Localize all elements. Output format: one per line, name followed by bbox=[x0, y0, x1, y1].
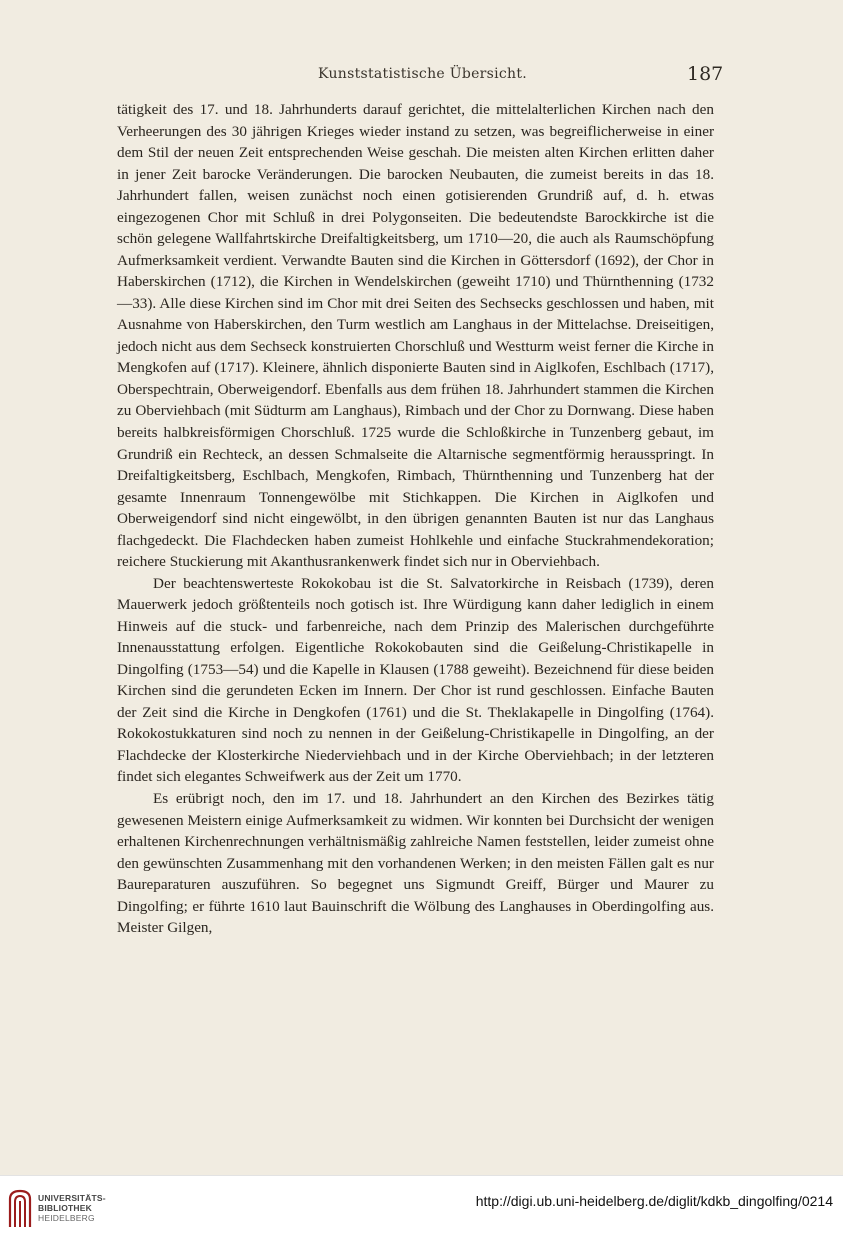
logo-text-line: BIBLIOTHEK bbox=[38, 1203, 92, 1213]
library-logo[interactable] bbox=[8, 1187, 128, 1235]
logo-text-line: HEIDELBERG bbox=[38, 1213, 95, 1223]
paragraph: tätigkeit des 17. und 18. Jahrhunderts darauf gerichtet, die mittelalterlichen Kirchen nach den Verheerungen des 30 jährigen Krieges wieder instand zu setzen, was begreiflicherweise in einer dem Stil der neuen Zeit entsprechenden Weise geschah. Die meisten alten Kirchen erlitten daher in jener Zeit barocke Veränderungen. Die barocken Neubauten, die zumeist bereits in das 18. Jahrhundert fallen, weisen zunächst noch einen gotisierenden Grundriß auf, d. h. etwas eingezogenen Chor mit Schluß in drei Polygonseiten. Die bedeutendste Barockkirche ist die schön gelegene Wallfahrtskirche Dreifaltigkeitsberg, um 1710—20, die auch als Raumschöpfung Aufmerksamkeit verdient. Verwandte Bauten sind die Kirchen in Göttersdorf (1692), der Chor in Haberskirchen (1712), die Kirchen in Wendelskirchen (geweiht 1710) und Thürnthenning (1732—33). Alle diese Kirchen sind im Chor mit drei Seiten des Sechsecks geschlossen und haben, mit Ausnahme von Haberskirchen, den Turm westlich am Langhaus in der Mittelachse. Dreiseitigen, jedoch nicht aus dem Sechseck konstruierten Chorschluß und Westturm weist ferner die Kirche in Mengkofen auf (1717). Kleinere, ähnlich disponierte Bauten sind in Aiglkofen, Eschlbach (1717), Oberspechtrain, Oberweigendorf. Ebenfalls aus dem frühen 18. Jahrhundert stammen die Kirchen zu Oberviehbach (mit Südturm am Langhaus), Rimbach und der Chor zu Dornwang. Diese haben bereits halbkreisförmigen Chorschluß. 1725 wurde die Schloßkirche in Tunzenberg gebaut, im Grundriß ein Rechteck, an dessen Schmalseite die Altarnische segmentförmig herausspringt. In Dreifaltigkeitsberg, Eschlbach, Mengkofen, Rimbach, Thürnthenning und Tunzenberg hat der gesamte Innenraum Tonnengewölbe mit Stichkappen. Die Kirchen in Aiglkofen und Oberweigendorf sind nicht eingewölbt, in den übrigen genannten Bauten ist nur das Langhaus flachgedeckt. Die Flachdecken haben zumeist Hohlkehle und einfache Stuckrahmendekoration; reichere Stuckierung mit Akanthusrankenwerk findet sich nur in Oberviehbach. bbox=[117, 101, 714, 571]
page-number: 187 bbox=[687, 63, 724, 85]
running-head bbox=[0, 63, 843, 90]
body-text bbox=[117, 99, 714, 939]
library-seal-icon bbox=[8, 1189, 32, 1229]
paragraph: Der beachtenswerteste Rokokobau ist die St. Salvatorkirche in Reisbach (1739), deren Mauerwerk jedoch größtenteils noch gotisch ist. Ihre Würdigung kann daher lediglich in einem Hinweis auf die stuck- und farbenreiche, nach dem Prinzip des Malerischen durchgeführte Innenausstattung erfolgen. Eigentliche Rokokobauten sind die Geißelung-Christikapelle in Dingolfing (1753—54) und die Kapelle in Klausen (1788 geweiht). Bezeichnend für diese beiden Kirchen sind die gerundeten Ecken im Innern. Der Chor ist rund geschlossen. Einfache Bauten der Zeit sind die Kirche in Dengkofen (1761) und die St. Theklakapelle in Dingolfing (1764). Rokokostukkaturen sind noch zu nennen in der Geißelung-Christikapelle in Dingolfing, an der Flachdecke der Klosterkirche Niederviehbach und in der Kirche Oberviehbach; in der letzteren findet sich elegantes Schweifwerk aus der Zeit um 1770. bbox=[117, 574, 714, 786]
paragraph: Es erübrigt noch, den im 17. und 18. Jahrhundert an den Kirchen des Bezirkes tätig gewesenen Meistern einige Aufmerksamkeit zu widmen. Wir konnten bei Durchsicht der wenigen erhaltenen Kirchenrechnungen verhältnismäßig zahlreiche Namen feststellen, leider zumeist ohne den gewünschten Zusammenhang mit den vorhandenen Werken; in den meisten Fällen galt es nur Baureparaturen auszuführen. So begegnet uns Sigmundt Greiff, Bürger und Maurer zu Dingolfing; er führte 1610 laut Bauinschrift die Wölbung des Langhauses in Oberdingolfing aus. Meister Gilgen, bbox=[117, 790, 714, 937]
running-title: Kunststatistische Übersicht. bbox=[318, 66, 528, 82]
source-url-link[interactable]: http://digi.ub.uni-heidelberg.de/diglit/kdkb_dingolfing/0214 bbox=[475, 1193, 833, 1209]
logo-text-line: UNIVERSITÄTS- bbox=[38, 1193, 106, 1203]
